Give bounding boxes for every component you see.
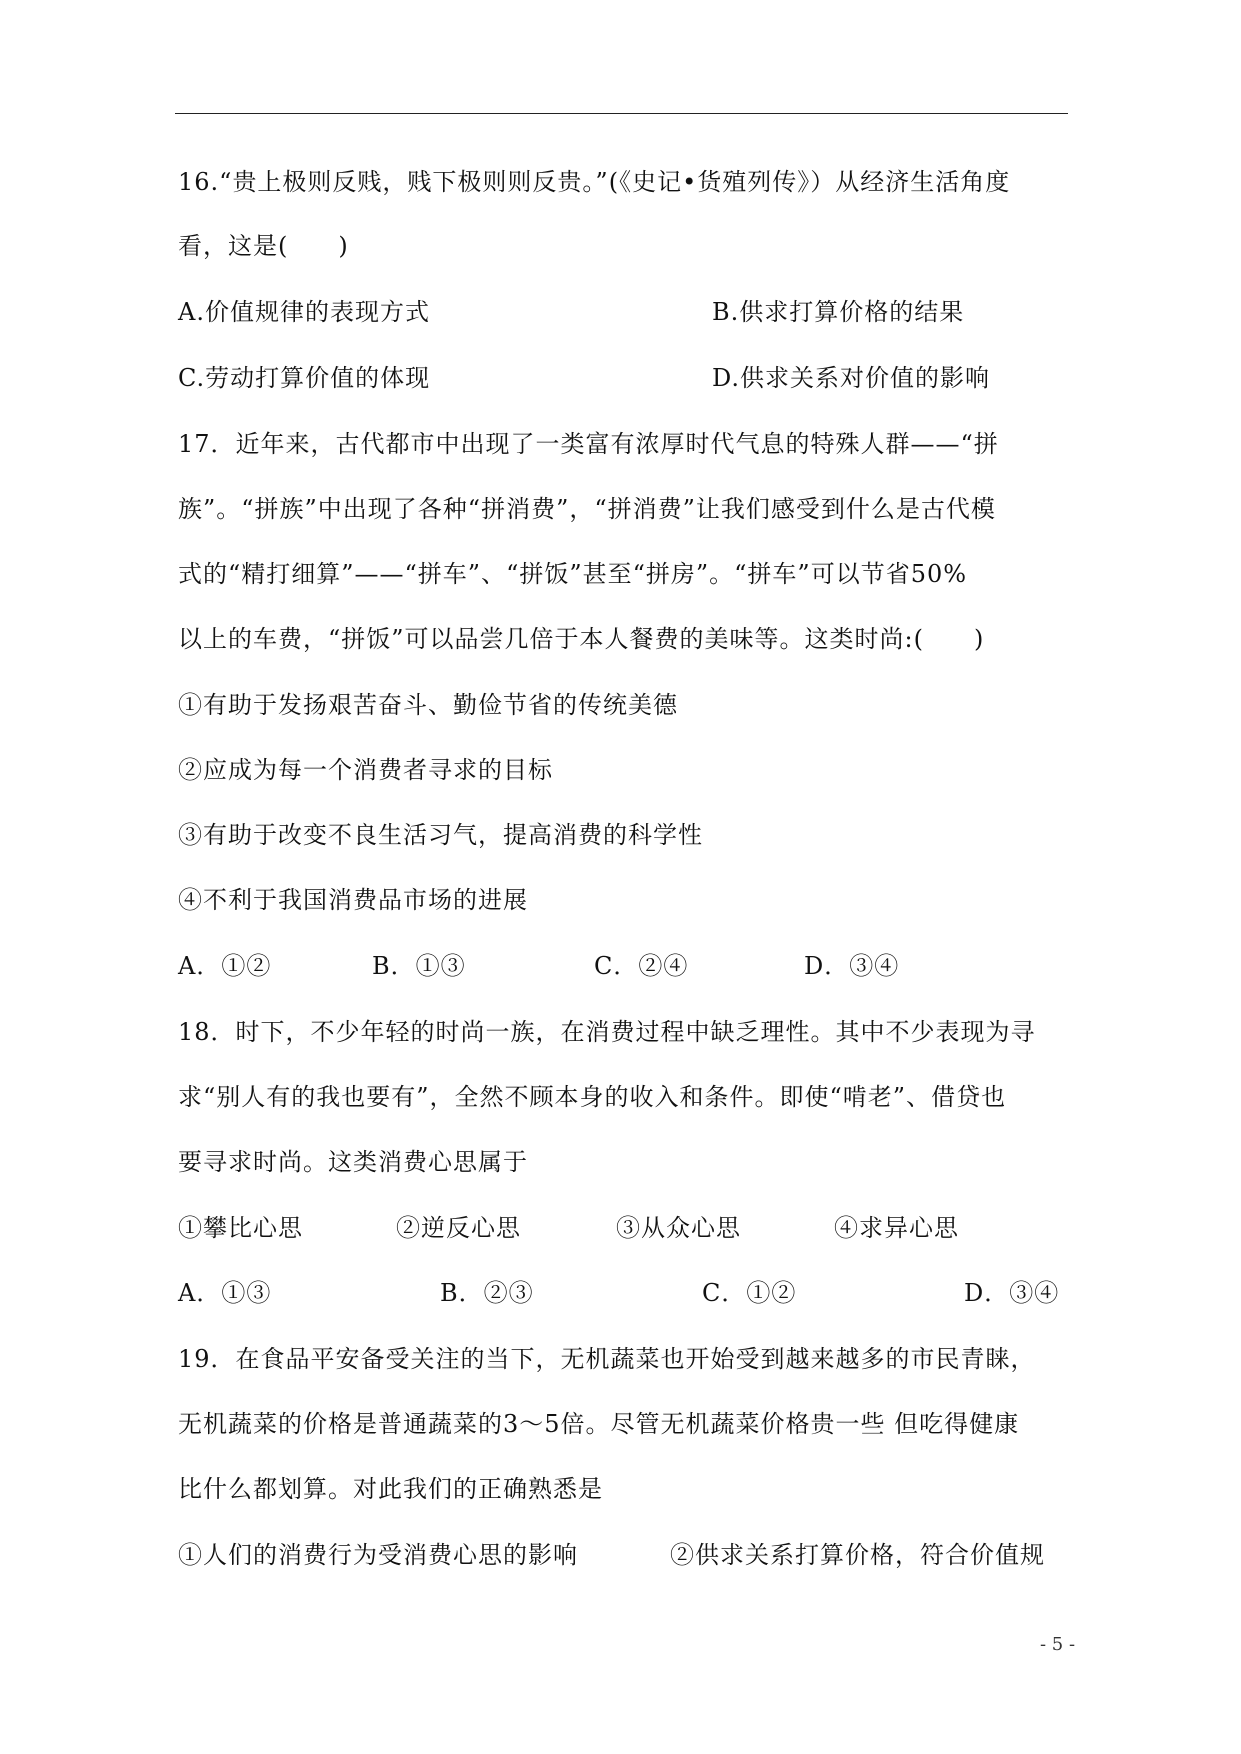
q18-stem-line-2: 求“别人有的我也要有”，全然不顾本身的收入和条件。即使“啃老”、借贷也: [178, 1083, 1007, 1111]
q16-stem-line-1: 16.“贵上极则反贱，贱下极则则反贵。”(《史记•货殖列传》）从经济生活角度: [178, 168, 1011, 196]
q18-stem-line-3: 要寻求时尚。这类消费心思属于: [178, 1148, 528, 1176]
q17-stem-line-3: 式的“精打细算”——“拼车”、“拼饭”甚至“拼房”。“拼车”可以节省50%: [178, 560, 968, 588]
q18-stem-line-1: 18．时下，不少年轻的时尚一族，在消费过程中缺乏理性。其中不少表现为寻: [178, 1018, 1036, 1046]
q17-item-1: ①有助于发扬艰苦奋斗、勤俭节省的传统美德: [178, 691, 678, 719]
q18-option-c: C．①②: [702, 1279, 797, 1307]
q17-option-b: B．①③: [372, 952, 466, 980]
q19-item-2: ②供求关系打算价格，符合价值规: [670, 1541, 1045, 1569]
q16-stem-line-2: 看，这是( ): [178, 232, 349, 260]
q17-item-3: ③有助于改变不良生活习气，提高消费的科学性: [178, 821, 703, 849]
q17-option-a: A．①②: [178, 952, 272, 980]
q18-item-2: ②逆反心思: [396, 1214, 521, 1242]
q18-option-a: A．①③: [178, 1279, 272, 1307]
q17-option-c: C．②④: [594, 952, 689, 980]
q16-option-b: B.供求打算价格的结果: [712, 298, 965, 326]
q18-item-1: ①攀比心思: [178, 1214, 303, 1242]
q18-item-3: ③从众心思: [616, 1214, 741, 1242]
q16-option-d: D.供求关系对价值的影响: [712, 364, 991, 392]
q17-option-d: D．③④: [804, 952, 900, 980]
q16-option-a: A.价值规律的表现方式: [178, 298, 430, 326]
q17-item-2: ②应成为每一个消费者寻求的目标: [178, 756, 553, 784]
q18-option-b: B．②③: [440, 1279, 534, 1307]
q19-stem-line-3: 比什么都划算。对此我们的正确熟悉是: [178, 1475, 603, 1503]
q17-stem-line-4: 以上的车费，“拼饭”可以品尝几倍于本人餐费的美味等。这类时尚:( ): [178, 625, 985, 653]
q18-item-4: ④求异心思: [834, 1214, 959, 1242]
header-rule: [175, 113, 1068, 114]
q18-option-d: D．③④: [964, 1279, 1060, 1307]
q17-stem-line-1: 17．近年来，古代都市中出现了一类富有浓厚时代气息的特殊人群——“拼: [178, 430, 999, 458]
q16-option-c: C.劳动打算价值的体现: [178, 364, 431, 392]
q17-item-4: ④不利于我国消费品市场的进展: [178, 886, 528, 914]
q19-stem-line-2: 无机蔬菜的价格是普通蔬菜的3～5倍。尽管无机蔬菜价格贵一些 但吃得健康: [178, 1410, 1020, 1438]
page-number: - 5 -: [1040, 1634, 1076, 1655]
q19-item-1: ①人们的消费行为受消费心思的影响: [178, 1541, 578, 1569]
q17-stem-line-2: 族”。“拼族”中出现了各种“拼消费”，“拼消费”让我们感受到什么是古代模: [178, 495, 996, 523]
q19-stem-line-1: 19．在食品平安备受关注的当下，无机蔬菜也开始受到越来越多的市民青睐，: [178, 1345, 1036, 1373]
